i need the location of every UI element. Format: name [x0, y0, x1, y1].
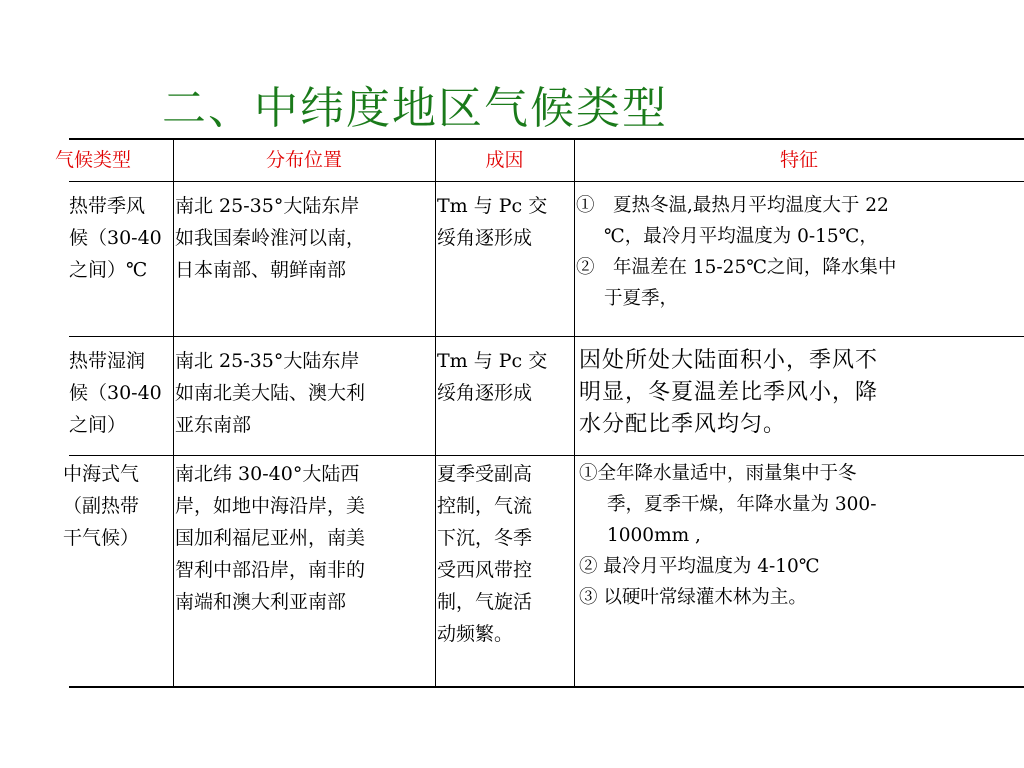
column-divider	[173, 140, 174, 686]
column-divider	[574, 140, 575, 686]
page-title: 二、中纬度地区气候类型	[162, 83, 668, 134]
row3-cause: 夏季受副高 控制，气流 下沉，冬季 受西风带控 制，气旋活 动频繁。	[437, 463, 533, 645]
row3-location: 南北纬 30-40°大陆西 岸，如地中海沿岸，美 国加利福尼亚州，南美 智利中部沿岸，南非的 南端和澳大利亚南部	[175, 463, 366, 613]
row1-cause: Tm 与 Pc 交 绥角逐形成	[437, 195, 548, 249]
row-divider	[69, 455, 1024, 456]
column-divider	[435, 140, 436, 686]
header-location: 分布位置	[265, 149, 342, 171]
header-features: 特征	[779, 149, 818, 171]
row3-type: 中海式气 （副热带 干气候）	[63, 463, 140, 549]
row2-type: 热带湿润 候（30-40 之间）	[69, 350, 162, 436]
row-divider	[69, 336, 1024, 337]
climate-table	[55, 138, 1024, 688]
row1-features: ① 夏热冬温,最热月平均温度大于 22 ℃，最冷月平均温度为 0-15℃， ② 年温差在 15-25℃之间，降水集中 于夏季，	[576, 195, 897, 309]
row2-features: 因处所处大陆面积小，季风不 明显，冬夏温差比季风小，降 水分配比季风均匀。	[579, 348, 879, 437]
header-climate-type: 气候类型	[55, 149, 132, 171]
row-divider	[69, 181, 1024, 182]
row1-type: 热带季风 候（30-40 之间）℃	[69, 195, 162, 281]
row3-features: ①全年降水量适中，雨量集中于冬 季，夏季干燥，年降水量为 300- 1000mm , ② 最冷月平均温度为 4-10℃ ③ 以硬叶常绿灌木林为主。	[579, 463, 877, 608]
header-cause: 成因	[485, 149, 524, 171]
row1-location: 南北 25-35°大陆东岸 如我国秦岭淮河以南， 日本南部、朝鲜南部	[175, 195, 366, 281]
row2-location: 南北 25-35°大陆东岸 如南北美大陆、澳大利 亚东南部	[175, 350, 366, 436]
row2-cause: Tm 与 Pc 交 绥角逐形成	[437, 350, 548, 404]
